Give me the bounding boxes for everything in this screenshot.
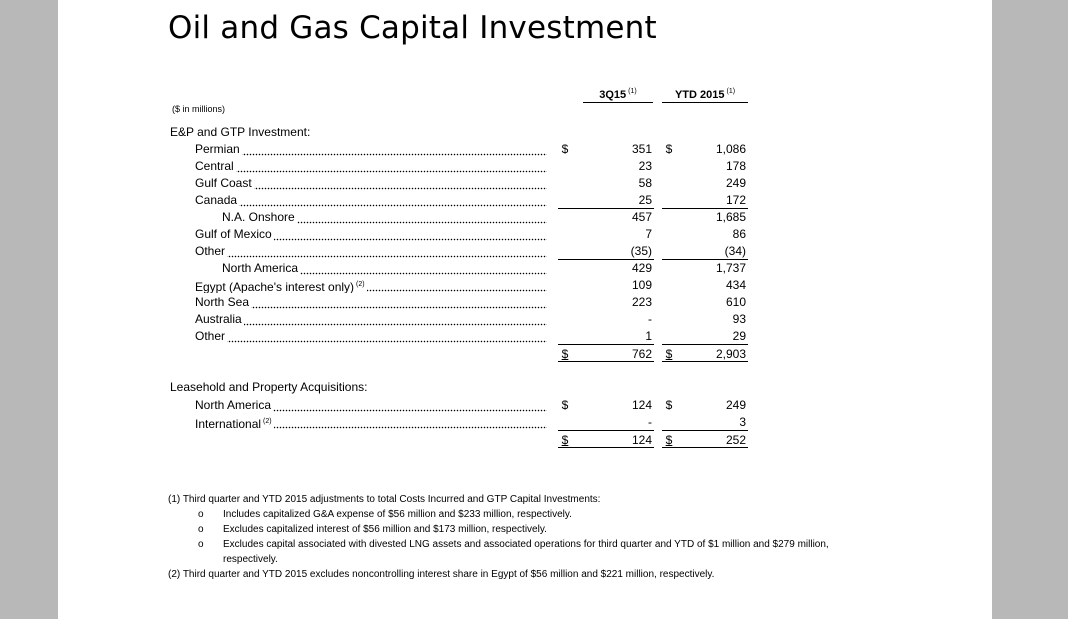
row-label: Gulf of Mexico	[195, 226, 547, 242]
total-underline	[558, 447, 654, 448]
currency-symbol: $	[665, 142, 673, 156]
total-row	[58, 432, 992, 448]
row-label: Central	[195, 158, 547, 174]
value-ytd: 3	[739, 415, 746, 429]
footnote-bullet	[168, 522, 938, 537]
value-3q15: (35)	[630, 244, 652, 258]
total-row	[58, 346, 992, 362]
value-3q15: 7	[645, 227, 652, 241]
footnote-ref: (1)	[628, 88, 637, 95]
table-row	[58, 226, 992, 242]
row-label: Other	[195, 328, 547, 344]
row-label: North Sea	[195, 294, 547, 310]
column-header-ytd	[662, 88, 748, 103]
currency-symbol: $	[665, 398, 673, 412]
value-ytd-total: 2,903	[715, 347, 746, 361]
value-ytd: (34)	[724, 244, 746, 258]
total-rule	[662, 344, 748, 345]
table-row	[58, 158, 992, 174]
footnote-ref: (1)	[726, 88, 736, 95]
row-label: Other	[195, 243, 547, 259]
row-label: North America	[195, 397, 547, 413]
footnote-1: (1) Third quarter and YTD 2015 adjustments to total Costs Incurred and GTP Capital Investments:	[168, 494, 601, 505]
value-ytd: 1,086	[715, 142, 746, 156]
value-3q15: -	[648, 312, 652, 326]
value-3q15: 109	[631, 278, 652, 292]
row-label: International $^{(2)}$	[195, 414, 547, 430]
row-label: Permian	[195, 141, 547, 157]
value-ytd: 86	[732, 227, 746, 241]
currency-symbol: $	[665, 433, 673, 447]
bullet-glyph: o	[198, 509, 204, 520]
table-row	[58, 243, 992, 259]
value-3q15: 457	[631, 210, 652, 224]
table-row	[58, 175, 992, 191]
value-ytd: 1,685	[715, 210, 746, 224]
document-page	[58, 0, 992, 619]
row-label: Gulf Coast	[195, 175, 547, 191]
value-ytd: 178	[725, 159, 746, 173]
table-row	[58, 209, 992, 225]
currency-symbol: $	[561, 142, 569, 156]
footnote-bullet	[168, 537, 938, 552]
value-3q15: 1	[645, 329, 652, 343]
value-ytd: 249	[725, 176, 746, 190]
total-rule	[662, 430, 748, 431]
bullet-glyph: o	[198, 524, 204, 535]
total-underline	[662, 361, 748, 362]
table-row	[58, 277, 992, 293]
value-3q15-total: 124	[631, 433, 652, 447]
value-3q15: 429	[631, 261, 652, 275]
value-ytd: 172	[725, 193, 746, 207]
table-row	[58, 397, 992, 413]
currency-symbol: $	[561, 433, 569, 447]
value-ytd: 93	[732, 312, 746, 326]
total-underline	[662, 447, 748, 448]
table-row	[58, 260, 992, 276]
value-3q15: 351	[631, 142, 652, 156]
value-3q15: 25	[638, 193, 652, 207]
footnote-bullet	[168, 507, 938, 522]
bullet-text: Includes capitalized G&A expense of $56 million and $233 million, respectively.	[223, 509, 572, 520]
value-ytd: 1,737	[715, 261, 746, 275]
bullet-text: Excludes capitalized interest of $56 million and $173 million, respectively.	[223, 524, 547, 535]
section-heading-leasehold: Leasehold and Property Acquisitions:	[170, 380, 368, 394]
footnote-continuation	[168, 552, 938, 567]
value-3q15: 223	[631, 295, 652, 309]
column-header-label: 3Q15	[599, 89, 627, 101]
value-ytd: 434	[725, 278, 746, 292]
value-ytd-total: 252	[725, 433, 746, 447]
value-ytd: 610	[725, 295, 746, 309]
column-header-label: YTD 2015	[674, 89, 725, 101]
footnotes	[168, 492, 938, 582]
table-row	[58, 294, 992, 310]
units-label: ($ in millions)	[172, 104, 226, 114]
value-3q15: 58	[638, 176, 652, 190]
row-label: Canada	[195, 192, 547, 208]
row-label: Australia	[195, 311, 547, 327]
bullet-glyph: o	[198, 539, 204, 550]
value-3q15: 124	[631, 398, 652, 412]
table-row	[58, 328, 992, 344]
currency-symbol: $	[561, 398, 569, 412]
value-ytd: 29	[732, 329, 746, 343]
bullet-text: respectively.	[223, 554, 278, 565]
table-row	[58, 311, 992, 327]
row-label: North America	[222, 260, 547, 276]
bullet-text: Excludes capital associated with divested LNG assets and associated operations for third quarter and YTD of $1 million and $279 million,	[223, 539, 829, 550]
table-row	[58, 414, 992, 430]
total-underline	[558, 361, 654, 362]
section-heading-ep: E&P and GTP Investment:	[170, 125, 311, 139]
currency-symbol: $	[665, 347, 673, 361]
footnote-ref: (2)	[356, 281, 365, 288]
value-3q15: -	[648, 415, 652, 429]
value-3q15-total: 762	[631, 347, 652, 361]
total-rule	[558, 344, 654, 345]
currency-symbol: $	[561, 347, 569, 361]
column-header-3q15	[583, 88, 653, 103]
table-row	[58, 192, 992, 208]
row-label: Egypt (Apache's interest only) $^{(2)}$	[195, 277, 547, 293]
value-ytd: 249	[725, 398, 746, 412]
footnote-ref: (2)	[263, 418, 272, 425]
row-label: N.A. Onshore	[222, 209, 547, 225]
value-3q15: 23	[638, 159, 652, 173]
footnote-2: (2) Third quarter and YTD 2015 excludes noncontrolling interest share in Egypt of $56 million and $221 million, respectively.	[168, 569, 715, 580]
total-rule	[558, 430, 654, 431]
table-row	[58, 141, 992, 157]
page-title: Oil and Gas Capital Investment	[168, 10, 657, 46]
